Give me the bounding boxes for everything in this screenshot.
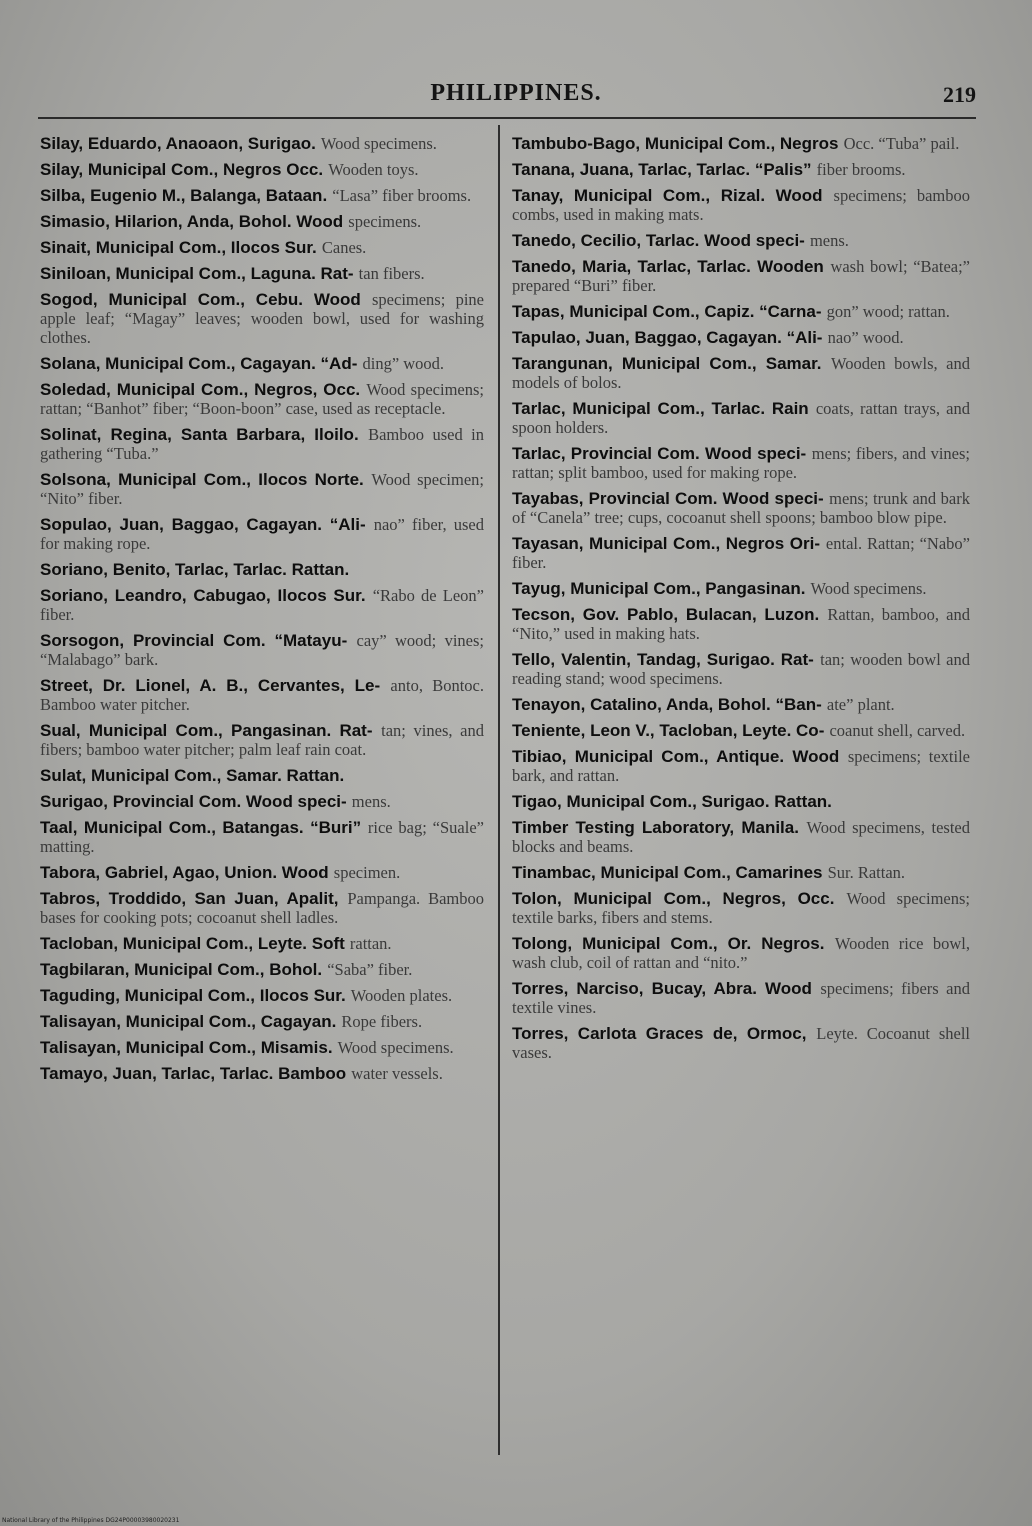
entry-name: Tacloban, Municipal Com., Leyte. Soft <box>40 934 345 953</box>
entry-name: Tanay, Municipal Com., Rizal. Wood <box>512 186 823 205</box>
entry-name: Sopulao, Juan, Baggao, Cagayan. “Ali- <box>40 515 366 534</box>
entry-name: Silay, Municipal Com., Negros Occ. <box>40 160 324 179</box>
entry-name: Tanana, Juana, Tarlac, Tarlac. “Palis” <box>512 160 812 179</box>
index-entry <box>512 354 970 392</box>
entry-name: Simasio, Hilarion, Anda, Bohol. Wood <box>40 212 344 231</box>
entry-name: Solinat, Regina, Santa Barbara, Iloilo. <box>40 425 359 444</box>
entry-name: Solsona, Municipal Com., Ilocos Norte. <box>40 470 364 489</box>
index-entry <box>512 257 970 295</box>
index-entry <box>40 134 484 153</box>
entry-name: Tapulao, Juan, Baggao, Cagayan. “Ali- <box>512 328 823 347</box>
entry-description: Wooden rice bowl, wash club, coil of rattan and “nito.” <box>512 934 970 972</box>
entry-description: specimens; pine apple leaf; “Magay” leaves; wooden bowl, used for washing clothes. <box>40 290 484 347</box>
entry-name: Sulat, Municipal Com., Samar. Rattan. <box>40 766 345 785</box>
entry-name: Tayasan, Municipal Com., Negros Ori- <box>512 534 821 553</box>
entry-name: Soledad, Municipal Com., Negros, Occ. <box>40 380 361 399</box>
index-entry <box>512 747 970 785</box>
index-entry <box>512 444 970 482</box>
index-entry <box>512 934 970 972</box>
entry-description: anto, Bontoc. Bamboo water pitcher. <box>40 676 485 714</box>
entry-name: Sual, Municipal Com., Pangasinan. Rat- <box>40 721 373 740</box>
entry-name: Surigao, Provincial Com. Wood speci- <box>40 792 347 811</box>
entry-description: mens. <box>351 792 391 811</box>
index-entry <box>40 889 484 927</box>
entry-name: Torres, Carlota Graces de, Ormoc, <box>512 1024 807 1043</box>
entry-name: Teniente, Leon V., Tacloban, Leyte. Co- <box>512 721 825 740</box>
index-entry <box>40 631 484 669</box>
index-entry <box>40 160 484 179</box>
entry-name: Tanedo, Maria, Tarlac, Tarlac. Wooden <box>512 257 824 276</box>
entry-description: “Saba” fiber. <box>327 960 413 979</box>
entry-description: Rope fibers. <box>341 1012 423 1031</box>
entry-name: Tamayo, Juan, Tarlac, Tarlac. Bamboo <box>40 1064 347 1083</box>
index-entry <box>512 160 970 179</box>
library-footer: National Library of the Philippines DG24P00003980020231 <box>2 1517 180 1524</box>
entry-description: nao” wood. <box>827 328 904 347</box>
entry-description: Leyte. Cocoanut shell vases. <box>512 1024 970 1062</box>
entry-name: Tanedo, Cecilio, Tarlac. Wood speci- <box>512 231 805 250</box>
entry-description: cay” wood; vines; “Malabago” bark. <box>40 631 484 669</box>
entry-name: Silay, Eduardo, Anaoaon, Surigao. <box>40 134 316 153</box>
entry-description: specimens; bamboo combs, used in making mats. <box>512 186 970 224</box>
entry-name: Tapas, Municipal Com., Capiz. “Carna- <box>512 302 822 321</box>
entry-description: Wood specimens; textile barks, fibers and stems. <box>512 889 970 927</box>
index-entry <box>512 695 970 714</box>
index-entry <box>512 231 970 250</box>
index-entry <box>40 766 484 785</box>
page-header <box>0 80 1032 114</box>
index-entry <box>512 579 970 598</box>
entry-description: mens; trunk and bark of “Canela” tree; cups, cocoanut shell spoons; bamboo blow pipe. <box>512 489 970 527</box>
entry-name: Tarlac, Provincial Com. Wood speci- <box>512 444 807 463</box>
index-entry <box>40 1038 484 1057</box>
entry-description: specimens. <box>348 212 422 231</box>
entry-name: Tabros, Troddido, San Juan, Apalit, <box>40 889 339 908</box>
entry-name: Siniloan, Municipal Com., Laguna. Rat- <box>40 264 354 283</box>
entry-description: specimens; fibers and textile vines. <box>512 979 970 1017</box>
entry-name: Tabora, Gabriel, Agao, Union. Wood <box>40 863 329 882</box>
entry-description: “Lasa” fiber brooms. <box>332 186 472 205</box>
index-entry <box>40 1064 484 1083</box>
entry-name: Tambubo-Bago, Municipal Com., Negros <box>512 134 839 153</box>
entry-name: Tello, Valentin, Tandag, Surigao. Rat- <box>512 650 814 669</box>
index-entry <box>512 399 970 437</box>
entry-description: tan; vines, and fibers; bamboo water pitcher; palm leaf rain coat. <box>40 721 484 759</box>
entry-name: Tolon, Municipal Com., Negros, Occ. <box>512 889 835 908</box>
entry-name: Soriano, Benito, Tarlac, Tarlac. Rattan. <box>40 560 350 579</box>
index-entry <box>512 186 970 224</box>
entry-name: Soriano, Leandro, Cabugao, Ilocos Sur. <box>40 586 366 605</box>
column-divider <box>498 125 500 1455</box>
entry-description: nao” fiber, used for making rope. <box>40 515 484 553</box>
index-entry <box>40 1012 484 1031</box>
entry-description: Sur. Rattan. <box>827 863 906 882</box>
entry-description: Canes. <box>321 238 367 257</box>
index-entry <box>40 934 484 953</box>
entry-description: Wood specimens, tested blocks and beams. <box>512 818 970 856</box>
entry-name: Tolong, Municipal Com., Or. Negros. <box>512 934 825 953</box>
entry-description: Wood specimen; “Nito” fiber. <box>40 470 484 508</box>
index-entry <box>40 960 484 979</box>
entry-description: Wood specimens; rattan; “Banhot” fiber; “Boon-boon” case, used as receptacle. <box>40 380 484 418</box>
index-entry <box>512 889 970 927</box>
index-entry <box>512 302 970 321</box>
entry-description: Bamboo used in gathering “Tuba.” <box>40 425 484 463</box>
entry-name: Torres, Narciso, Bucay, Abra. Wood <box>512 979 812 998</box>
index-entry <box>40 186 484 205</box>
entry-name: Talisayan, Municipal Com., Cagayan. <box>40 1012 337 1031</box>
index-entry <box>512 792 970 811</box>
index-entry <box>512 979 970 1017</box>
index-entry <box>512 134 970 153</box>
entry-name: Street, Dr. Lionel, A. B., Cervantes, Le- <box>40 676 381 695</box>
entry-name: Tibiao, Municipal Com., Antique. Wood <box>512 747 840 766</box>
index-entry <box>512 534 970 572</box>
entry-name: Tigao, Municipal Com., Surigao. Rattan. <box>512 792 832 811</box>
index-entry <box>40 818 484 856</box>
entry-name: Tagbilaran, Municipal Com., Bohol. <box>40 960 323 979</box>
entry-description: ding” wood. <box>362 354 445 373</box>
entry-description: coats, rattan trays, and spoon holders. <box>512 399 971 437</box>
index-entry <box>512 863 970 882</box>
entry-description: specimens; textile bark, and rattan. <box>512 747 970 785</box>
entry-description: tan; wooden bowl and reading stand; wood specimens. <box>512 650 970 688</box>
entry-description: Wooden toys. <box>328 160 419 179</box>
entry-description: water vessels. <box>351 1064 443 1083</box>
entry-description: Occ. “Tuba” pail. <box>843 134 960 153</box>
index-entry <box>40 792 484 811</box>
index-entry <box>40 863 484 882</box>
entry-name: Tinambac, Municipal Com., Camarines <box>512 863 823 882</box>
entry-name: Taal, Municipal Com., Batangas. “Buri” <box>40 818 362 837</box>
index-entry <box>40 290 484 347</box>
index-entry <box>40 238 484 257</box>
right-column <box>512 134 970 1069</box>
index-entry <box>512 818 970 856</box>
index-entry <box>40 586 484 624</box>
index-entry <box>512 328 970 347</box>
entry-name: Tenayon, Catalino, Anda, Bohol. “Ban- <box>512 695 822 714</box>
index-entry <box>512 650 970 688</box>
left-column <box>40 134 484 1090</box>
entry-description: Wood specimens. <box>337 1038 454 1057</box>
entry-name: Tayabas, Provincial Com. Wood speci- <box>512 489 824 508</box>
entry-description: rice bag; “Suale” matting. <box>40 818 484 856</box>
entry-name: Sogod, Municipal Com., Cebu. Wood <box>40 290 361 309</box>
entry-description: mens; fibers, and vines; rattan; split bamboo, used for making rope. <box>512 444 970 482</box>
index-entry <box>40 425 484 463</box>
entry-description: fiber brooms. <box>816 160 906 179</box>
entry-name: Sinait, Municipal Com., Ilocos Sur. <box>40 238 317 257</box>
entry-description: “Rabo de Leon” fiber. <box>40 586 484 624</box>
index-entry <box>40 721 484 759</box>
entry-description: Wood specimens. <box>810 579 927 598</box>
entry-description: ental. Rattan; “Nabo” fiber. <box>512 534 970 572</box>
index-entry <box>40 380 484 418</box>
running-title: PHILIPPINES. <box>430 80 602 106</box>
entry-name: Talisayan, Municipal Com., Misamis. <box>40 1038 333 1057</box>
index-entry <box>40 470 484 508</box>
header-rule <box>38 117 976 119</box>
entry-name: Silba, Eugenio M., Balanga, Bataan. <box>40 186 328 205</box>
index-entry <box>512 489 970 527</box>
entry-name: Tarangunan, Municipal Com., Samar. <box>512 354 822 373</box>
index-entry <box>40 354 484 373</box>
index-entry <box>40 264 484 283</box>
entry-description: Wood specimens. <box>320 134 437 153</box>
entry-description: coanut shell, carved. <box>829 721 966 740</box>
entry-description: mens. <box>809 231 849 250</box>
entry-description: ate” plant. <box>826 695 895 714</box>
entry-description: Pampanga. Bamboo bases for cooking pots; cocoanut shell ladles. <box>40 889 484 927</box>
entry-name: Tayug, Municipal Com., Pangasinan. <box>512 579 806 598</box>
entry-description: specimen. <box>333 863 401 882</box>
page-number: 219 <box>943 82 976 107</box>
entry-description: Wooden bowls, and models of bolos. <box>512 354 970 392</box>
index-entry <box>40 560 484 579</box>
entry-description: Rattan, bamboo, and “Nito,” used in making hats. <box>512 605 970 643</box>
entry-description: rattan. <box>349 934 392 953</box>
entry-name: Tecson, Gov. Pablo, Bulacan, Luzon. <box>512 605 820 624</box>
index-entry <box>512 605 970 643</box>
entry-name: Timber Testing Laboratory, Manila. <box>512 818 799 837</box>
entry-description: tan fibers. <box>358 264 425 283</box>
index-entry <box>40 676 484 714</box>
entry-description: wash bowl; “Batea;” prepared “Buri” fiber. <box>512 257 971 295</box>
index-entry <box>512 1024 970 1062</box>
index-entry <box>40 986 484 1005</box>
entry-description: Wooden plates. <box>350 986 453 1005</box>
index-entry <box>40 212 484 231</box>
index-entry <box>512 721 970 740</box>
entry-description: gon” wood; rattan. <box>826 302 950 321</box>
entry-name: Sorsogon, Provincial Com. “Matayu- <box>40 631 348 650</box>
entry-name: Taguding, Municipal Com., Ilocos Sur. <box>40 986 346 1005</box>
entry-name: Tarlac, Municipal Com., Tarlac. Rain <box>512 399 809 418</box>
entry-name: Solana, Municipal Com., Cagayan. “Ad- <box>40 354 358 373</box>
index-entry <box>40 515 484 553</box>
